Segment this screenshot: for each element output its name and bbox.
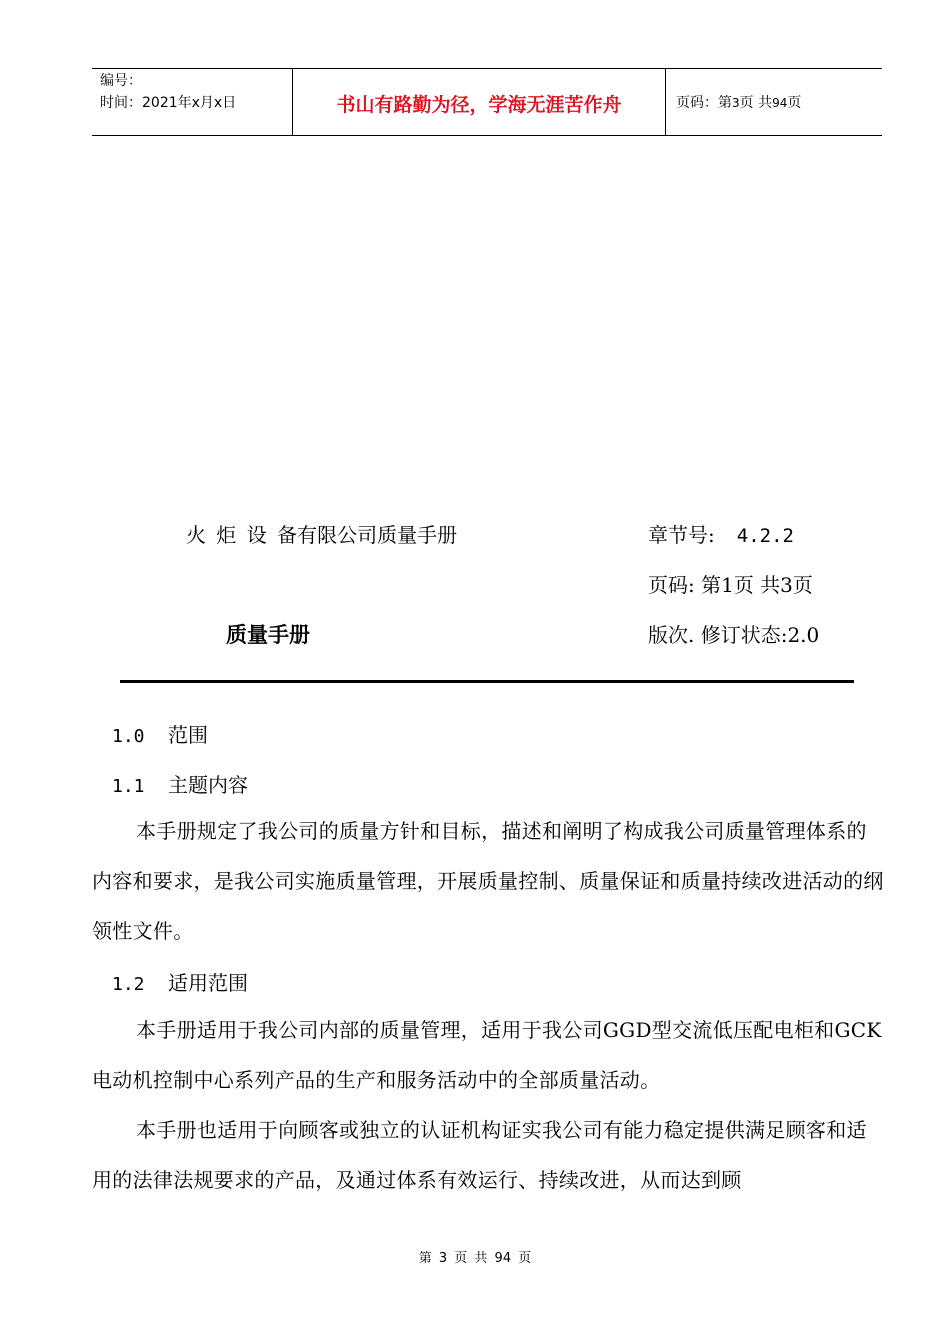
manual-title: 火 炬 设 备有限公司质量手册 [186,523,458,547]
heading-rule [120,680,854,683]
manual-subtitle: 质量手册 [226,623,310,647]
chapter-label: 章节号: [648,523,715,547]
manual-page-info: 页码: 第1页 共3页 [648,573,813,597]
document-number-label: 编号： [100,73,142,89]
page-footer: 第 3 页 共 94 页 [418,1251,532,1266]
header-top-border [92,68,882,69]
paragraph: 本手册也适用于向顾客或独立的认证机构证实我公司有能力稳定提供满足顾客和适用的法律法规要求的产品，及通过体系有效运行、持续改进，从而达到顾 [92,1118,867,1192]
section-heading: 1.0 范围 [112,723,208,747]
header-divider [665,68,666,136]
header-page-number: 页码：第3页 共94页 [676,95,802,111]
section-heading: 1.2 适用范围 [112,971,248,995]
manual-version: 版次. 修订状态:2.0 [648,623,820,647]
header-bottom-border [92,135,882,136]
paragraph: 本手册适用于我公司内部的质量管理，适用于我公司GGD型交流低压配电柜和GCK电动机控制中心系列产品的生产和服务活动中的全部质量活动。 [92,1018,882,1092]
document-time: 时间：2021年x月x日 [100,95,237,111]
header-meta [100,70,236,114]
chapter-number [648,519,794,548]
paragraph: 本手册规定了我公司的质量方针和目标，描述和阐明了构成我公司质量管理体系的内容和要求，是我公司实施质量管理，开展质量控制、质量保证和质量持续改进活动的纲领性文件。 [92,819,884,943]
chapter-value: 4.2.2 [736,525,794,547]
section-heading: 1.1 主题内容 [112,773,248,797]
header-motto: 书山有路勤为径，学海无涯苦作舟 [336,94,622,116]
